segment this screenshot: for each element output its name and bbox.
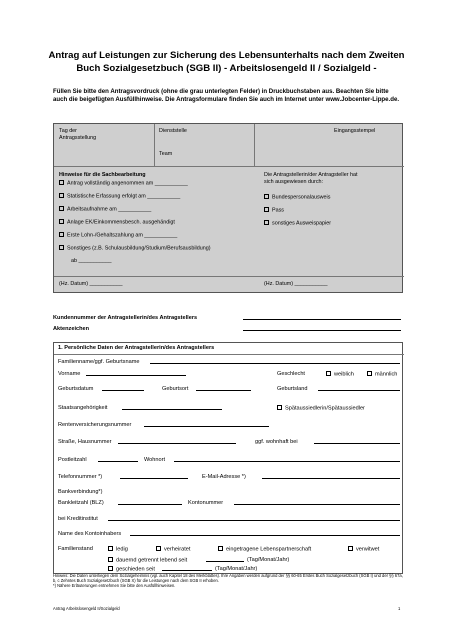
maennlich-option[interactable]: männlich (367, 371, 397, 379)
getrennt-option[interactable]: dauernd getrennt lebend seit (108, 557, 187, 565)
vorname-field[interactable] (86, 371, 186, 376)
geschieden-suffix: (Tag/Monat/Jahr) (215, 566, 258, 572)
wohnhaft-label: ggf. wohnhaft bei (255, 439, 298, 445)
email-label: E-Mail-Adresse *) (202, 474, 246, 480)
checkbox-icon (108, 566, 113, 571)
checkbox-icon (108, 546, 113, 551)
hinweis-item[interactable]: Anlage EK/Einkommensbesch. ausgehändigt (59, 219, 175, 226)
hinweis-item[interactable]: Sonstiges (z.B. Schulausbildung/Studium/Berufsausbildung) (59, 245, 211, 252)
bankleitzahl-field[interactable] (118, 500, 182, 505)
checkbox-icon (367, 371, 372, 376)
getrennt-date-field[interactable] (206, 557, 244, 562)
ab-field[interactable]: ab ___________ (71, 258, 112, 264)
staatsangehoerigkeit-label: Staatsangehörigkeit (58, 405, 108, 411)
familienstand-label: Familienstand (58, 546, 93, 552)
lebenspartnerschaft-option[interactable]: eingetragene Lebenspartnerschaft (218, 546, 311, 554)
bankverbindung-label: Bankverbindung*) (58, 489, 103, 495)
wohnort-label: Wohnort (144, 457, 166, 463)
checkbox-icon (59, 245, 64, 250)
strasse-label: Straße, Hausnummer (58, 439, 112, 445)
intro-text: Füllen Sie bitte den Antragsvordruck (ohne die grau unterlegten Felder) in Druckbuchstaben aus. Beachten Sie bitte auch die beigefügten Ausfüllhinweise. Die Antragsformulare finden Sie auch im Internet unter www.Jobcenter-Lippe.de. (53, 88, 400, 103)
familienname-field[interactable] (150, 359, 400, 364)
checkbox-icon (59, 232, 64, 237)
ausgewiesen-line2: sich ausgewiesen durch: (264, 179, 324, 185)
geburtsort-label: Geburtsort (162, 386, 189, 392)
geschieden-date-field[interactable] (162, 566, 212, 571)
hinweis-item[interactable]: Arbeitsaufnahme am ___________ (59, 206, 151, 213)
checkbox-icon (156, 546, 161, 551)
postleitzahl-label: Postleitzahl (58, 457, 87, 463)
section1-heading: 1. Persönliche Daten der Antragstellerin/des Antragstellers (58, 345, 215, 351)
staatsangehoerigkeit-field[interactable] (122, 405, 222, 410)
antragsstellung-label: Antragsstellung (59, 135, 97, 141)
kontoinhaber-label: Name des Kontoinhabers (58, 531, 122, 537)
verheiratet-option[interactable]: verheiratet (156, 546, 190, 554)
wohnhaft-field[interactable] (314, 439, 400, 444)
footnote-line1: Hinweis: Die Daten unterliegen dem Sozialgeheimnis (vgl. auch Kapitel 18 des Merkblattes). Ihre Angaben werden aufgrund der §§ 60-65 Erstes Buch Sozialgesetzbuch (SGB I) und der §§ 67a, b, c Zehntes Buch Sozialgesetzbuch (SGB X) für die Leistungen nach dem SGB II erhoben. (53, 573, 403, 584)
checkbox-icon (59, 206, 64, 211)
checkbox-icon (59, 193, 64, 198)
kundennummer-field[interactable] (243, 315, 401, 320)
geburtsland-field[interactable] (318, 386, 400, 391)
rentenversicherung-field[interactable] (144, 422, 269, 427)
geburtsort-field[interactable] (196, 386, 251, 391)
team-label: Team (159, 151, 173, 157)
email-field[interactable] (262, 474, 400, 479)
page-number: 1 (398, 606, 401, 611)
rentenversicherung-label: Rentenversicherungsnummer (58, 422, 132, 428)
personal-data-section (53, 342, 403, 574)
vorname-label: Vorname (58, 371, 81, 377)
checkbox-icon (59, 219, 64, 224)
hz-datum-right[interactable]: (Hz. Datum) ___________ (264, 281, 328, 287)
checkbox-icon (277, 405, 282, 410)
spaetaussiedler-option[interactable]: Spätaussiedlerin/Spätaussiedler (277, 405, 365, 413)
geschieden-option[interactable]: geschieden seit (108, 566, 155, 574)
verwitwet-option[interactable]: verwitwet (348, 546, 379, 554)
strasse-field[interactable] (118, 439, 236, 444)
familienname-label: Familienname/ggf. Geburtsname (58, 359, 140, 365)
ledig-option[interactable]: ledig (108, 546, 128, 554)
kontonummer-label: Kontonummer (188, 500, 224, 506)
geburtsdatum-field[interactable] (102, 386, 144, 391)
checkbox-icon (264, 207, 269, 212)
office-use-box (53, 123, 403, 293)
checkbox-icon (108, 557, 113, 562)
bankleitzahl-label: Bankleitzahl (BLZ) (58, 500, 104, 506)
geburtsland-label: Geburtsland (277, 386, 308, 392)
aktenzeichen-field[interactable] (243, 326, 401, 331)
postleitzahl-field[interactable] (98, 457, 138, 462)
ausweis-option[interactable]: Pass (264, 207, 284, 214)
checkbox-icon (218, 546, 223, 551)
kontoinhaber-field[interactable] (130, 531, 400, 536)
geschlecht-label: Geschlecht (277, 371, 305, 377)
wohnort-field[interactable] (174, 457, 400, 462)
kundennummer-label: Kundennummer der Antragstellerin/des Antragstellers (53, 315, 198, 321)
getrennt-suffix: (Tag/Monat/Jahr) (247, 557, 290, 563)
checkbox-icon (348, 546, 353, 551)
eingangsstempel-label: Eingangsstempel (334, 128, 376, 134)
hz-datum-left[interactable]: (Hz. Datum) ___________ (59, 281, 123, 287)
hinweis-item[interactable]: Erste Lohn-/Gehaltszahlung am ___________ (59, 232, 177, 239)
kontonummer-field[interactable] (234, 500, 400, 505)
checkbox-icon (264, 220, 269, 225)
dienststelle-label: Dienststelle (159, 128, 187, 134)
hinweis-item[interactable]: Statistische Erfassung erfolgt am ___________ (59, 193, 180, 200)
kreditinstitut-field[interactable] (108, 516, 400, 521)
tag-der-label: Tag der (59, 128, 77, 134)
ausweis-option[interactable]: sonstiges Ausweispapier (264, 220, 331, 227)
geburtsdatum-label: Geburtsdatum (58, 386, 94, 392)
footer-doc-name: Antrag Arbeitslosengeld II/Sozialgeld (53, 606, 120, 611)
ausweis-option[interactable]: Bundespersonalausweis (264, 194, 330, 201)
form-title: Antrag auf Leistungen zur Sicherung des Lebensunterhalts nach dem Zweiten Buch Sozialgesetzbuch (SGB II) - Arbeitslosengeld II / Sozialgeld - (48, 50, 405, 74)
telefon-label: Telefonnummer *) (58, 474, 103, 480)
ausgewiesen-line1: Die Antragstellerin/der Antragsteller hat (264, 172, 358, 178)
hinweise-title: Hinweise für die Sachbearbeitung (59, 172, 146, 178)
aktenzeichen-label: Aktenzeichen (53, 326, 90, 332)
footnote (53, 573, 403, 589)
kunden-section (53, 313, 403, 338)
checkbox-icon (59, 180, 64, 185)
checkbox-icon (264, 194, 269, 199)
checkbox-icon (326, 371, 331, 376)
hinweis-item[interactable]: Antrag vollständig angenommen am ___________ (59, 180, 188, 187)
telefon-field[interactable] (120, 474, 188, 479)
footnote-line2: *) Nähere Erläuterungen entnehmen Sie bitte den Ausfüllhinweisen. (53, 583, 176, 589)
weiblich-option[interactable]: weiblich (326, 371, 354, 379)
kreditinstitut-label: bei Kreditinstitut (58, 516, 98, 522)
